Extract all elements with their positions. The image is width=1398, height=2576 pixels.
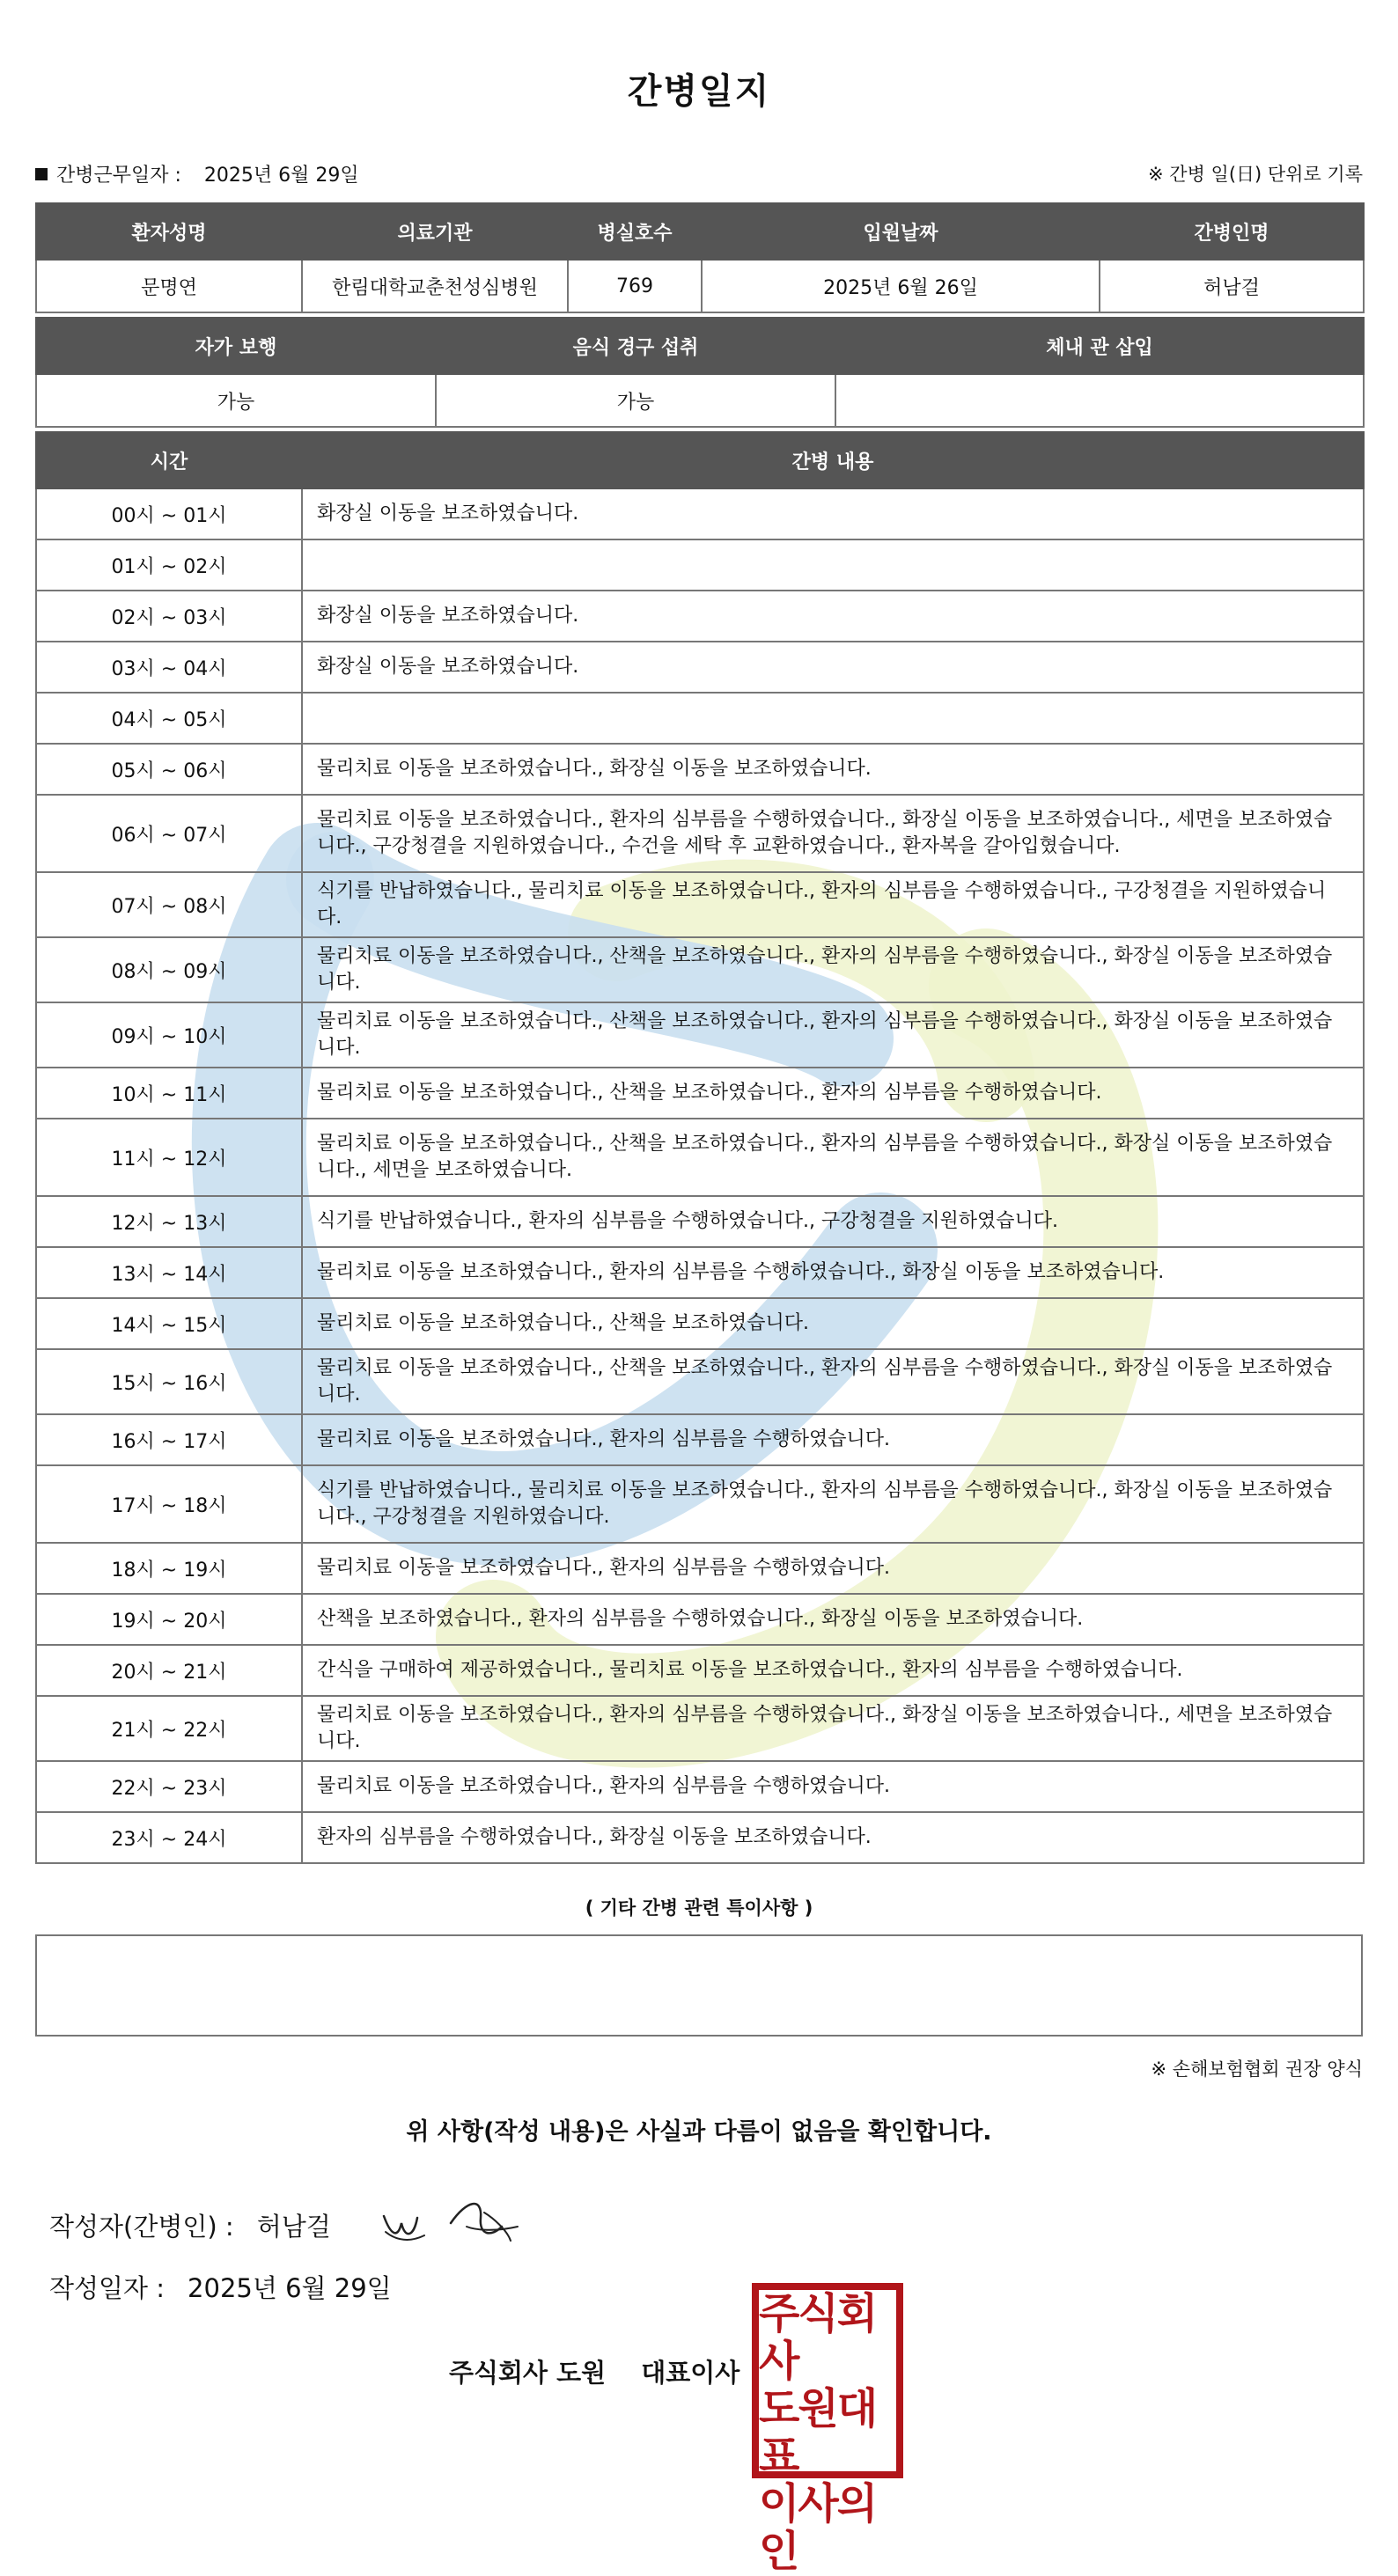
care-content	[302, 693, 1364, 744]
table-row	[36, 872, 1364, 937]
square-bullet-icon	[35, 168, 48, 180]
care-content: 식기를 반납하였습니다., 물리치료 이동을 보조하였습니다., 환자의 심부름을 수행하였습니다., 화장실 이동을 보조하였습니다., 구강청결을 지원하였습니다.	[302, 1465, 1364, 1543]
care-content: 물리치료 이동을 보조하였습니다., 환자의 심부름을 수행하였습니다.	[302, 1543, 1364, 1594]
written-date: 2025년 6월 29일	[188, 2273, 392, 2303]
care-content: 물리치료 이동을 보조하였습니다., 환자의 심부름을 수행하였습니다., 화장실 이동을 보조하였습니다., 세면을 보조하였습니다.	[302, 1696, 1364, 1761]
time-slot: 15시 ~ 16시	[36, 1349, 302, 1414]
time-slot: 16시 ~ 17시	[36, 1414, 302, 1465]
work-date-value: 2025년 6월 29일	[203, 165, 359, 187]
time-slot: 06시 ~ 07시	[36, 795, 302, 872]
table-row	[36, 1761, 1364, 1812]
time-slot: 02시 ~ 03시	[36, 591, 302, 642]
care-content: 물리치료 이동을 보조하였습니다., 산책을 보조하였습니다., 환자의 심부름을 수행하였습니다., 화장실 이동을 보조하였습니다.	[302, 1002, 1364, 1068]
table-row	[36, 1812, 1364, 1863]
care-content: 물리치료 이동을 보조하였습니다., 산책을 보조하였습니다., 환자의 심부름을 수행하였습니다.	[302, 1068, 1364, 1119]
table-row	[36, 488, 1364, 539]
handwritten-signature	[379, 2191, 537, 2253]
patient-info-table	[35, 202, 1365, 313]
care-log-body	[36, 488, 1364, 1863]
table-row	[36, 1349, 1364, 1414]
company-seal-stamp	[752, 2283, 903, 2576]
header-care-content: 간병 내용	[302, 432, 1364, 488]
header-hospital: 의료기관	[302, 203, 568, 260]
time-slot: 09시 ~ 10시	[36, 1002, 302, 1068]
work-date	[35, 160, 359, 187]
confirmation-statement: 위 사항(작성 내용)은 사실과 다름이 없음을 확인합니다.	[406, 2118, 992, 2146]
header-caregiver-name: 간병인명	[1100, 203, 1364, 260]
special-notes-title: ( 기타 간병 관련 특이사항 )	[585, 1897, 813, 1919]
table-row	[36, 1298, 1364, 1349]
time-slot: 19시 ~ 20시	[36, 1594, 302, 1645]
time-slot: 18시 ~ 19시	[36, 1543, 302, 1594]
writer-label: 작성자(간병인) :	[49, 2212, 234, 2242]
care-content: 물리치료 이동을 보조하였습니다., 산책을 보조하였습니다., 환자의 심부름을 수행하였습니다., 화장실 이동을 보조하였습니다.	[302, 937, 1364, 1002]
care-log-table	[35, 431, 1365, 1864]
table-row	[36, 1002, 1364, 1068]
care-content: 물리치료 이동을 보조하였습니다., 환자의 심부름을 수행하였습니다., 화장실 이동을 보조하였습니다.	[302, 1247, 1364, 1298]
care-content: 화장실 이동을 보조하였습니다.	[302, 591, 1364, 642]
table-row	[36, 1543, 1364, 1594]
table-row	[36, 1247, 1364, 1298]
time-slot: 14시 ~ 15시	[36, 1298, 302, 1349]
care-content: 식기를 반납하였습니다., 환자의 심부름을 수행하였습니다., 구강청결을 지원하였습니다.	[302, 1196, 1364, 1247]
header-admission-date: 입원날짜	[702, 203, 1100, 260]
table-row	[36, 1068, 1364, 1119]
time-slot: 05시 ~ 06시	[36, 744, 302, 795]
table-row	[36, 1119, 1364, 1196]
time-slot: 21시 ~ 22시	[36, 1696, 302, 1761]
caregiver-name: 허남걸	[1100, 260, 1364, 312]
table-row	[36, 1645, 1364, 1696]
table-row	[36, 1465, 1364, 1543]
header-room-number: 병실호수	[568, 203, 702, 260]
time-slot: 07시 ~ 08시	[36, 872, 302, 937]
time-slot: 23시 ~ 24시	[36, 1812, 302, 1863]
stamp-line: 도원대표	[759, 2384, 877, 2481]
time-slot: 20시 ~ 21시	[36, 1645, 302, 1696]
admission-date: 2025년 6월 26일	[702, 260, 1100, 312]
form-note: ※ 손해보험협회 권장 양식	[1151, 2059, 1363, 2080]
time-slot: 04시 ~ 05시	[36, 693, 302, 744]
care-content: 물리치료 이동을 보조하였습니다., 환자의 심부름을 수행하였습니다.	[302, 1761, 1364, 1812]
table-row	[36, 1594, 1364, 1645]
time-slot: 22시 ~ 23시	[36, 1761, 302, 1812]
time-slot: 12시 ~ 13시	[36, 1196, 302, 1247]
written-date-row	[49, 2269, 392, 2305]
writer-row	[49, 2207, 331, 2243]
time-slot: 11시 ~ 12시	[36, 1119, 302, 1196]
care-content: 화장실 이동을 보조하였습니다.	[302, 642, 1364, 693]
ceo-title: 대표이사	[641, 2358, 740, 2388]
header-tube-insertion: 체내 관 삽입	[835, 318, 1364, 374]
patient-name: 문명연	[36, 260, 302, 312]
header-patient-name: 환자성명	[36, 203, 302, 260]
time-slot: 13시 ~ 14시	[36, 1247, 302, 1298]
writer-name: 허남걸	[256, 2212, 331, 2242]
meta-row	[35, 160, 1363, 187]
work-date-label: 간병근무일자 :	[56, 165, 181, 187]
care-content: 물리치료 이동을 보조하였습니다., 산책을 보조하였습니다.	[302, 1298, 1364, 1349]
oral-intake-status: 가능	[436, 374, 835, 427]
table-row	[36, 1196, 1364, 1247]
hospital-name: 한림대학교춘천성심병원	[302, 260, 568, 312]
care-content: 물리치료 이동을 보조하였습니다., 산책을 보조하였습니다., 환자의 심부름을 수행하였습니다., 화장실 이동을 보조하였습니다.	[302, 1349, 1364, 1414]
table-row	[36, 795, 1364, 872]
care-content: 간식을 구매하여 제공하였습니다., 물리치료 이동을 보조하였습니다., 환자의 심부름을 수행하였습니다.	[302, 1645, 1364, 1696]
time-slot: 01시 ~ 02시	[36, 539, 302, 591]
special-notes-box	[35, 1934, 1363, 2037]
time-slot: 03시 ~ 04시	[36, 642, 302, 693]
care-content: 물리치료 이동을 보조하였습니다., 환자의 심부름을 수행하였습니다.	[302, 1414, 1364, 1465]
care-content: 화장실 이동을 보조하였습니다.	[302, 488, 1364, 539]
care-content: 환자의 심부름을 수행하였습니다., 화장실 이동을 보조하였습니다.	[302, 1812, 1364, 1863]
stamp-line: 이사의인	[759, 2479, 877, 2576]
room-number: 769	[568, 260, 702, 312]
written-date-label: 작성일자 :	[49, 2273, 166, 2303]
care-content: 식기를 반납하였습니다., 물리치료 이동을 보조하였습니다., 환자의 심부름을 수행하였습니다., 구강청결을 지원하였습니다.	[302, 872, 1364, 937]
tube-insertion-status	[835, 374, 1364, 427]
table-row	[36, 937, 1364, 1002]
care-content	[302, 539, 1364, 591]
company-signature	[449, 2353, 739, 2389]
care-content: 물리치료 이동을 보조하였습니다., 환자의 심부름을 수행하였습니다., 화장실 이동을 보조하였습니다., 세면을 보조하였습니다., 구강청결을 지원하였습니다., 수건을 세탁 후 교환하였습니다., 환자복을 갈아입혔습니다.	[302, 795, 1364, 872]
page-title: 간병일지	[627, 71, 771, 112]
stamp-line: 주식회사	[759, 2289, 877, 2386]
care-content: 물리치료 이동을 보조하였습니다., 산책을 보조하였습니다., 환자의 심부름을 수행하였습니다., 화장실 이동을 보조하였습니다., 세면을 보조하였습니다.	[302, 1119, 1364, 1196]
header-oral-intake: 음식 경구 섭취	[436, 318, 835, 374]
time-slot: 00시 ~ 01시	[36, 488, 302, 539]
table-row	[36, 1414, 1364, 1465]
header-walking: 자가 보행	[36, 318, 436, 374]
time-slot: 08시 ~ 09시	[36, 937, 302, 1002]
table-row	[36, 539, 1364, 591]
patient-status-table	[35, 317, 1365, 428]
company-name: 주식회사 도원	[449, 2358, 607, 2388]
time-slot: 17시 ~ 18시	[36, 1465, 302, 1543]
table-row	[36, 693, 1364, 744]
table-row	[36, 1696, 1364, 1761]
time-slot: 10시 ~ 11시	[36, 1068, 302, 1119]
table-row	[36, 744, 1364, 795]
record-unit-note: ※ 간병 일(日) 단위로 기록	[1148, 164, 1363, 185]
care-content: 물리치료 이동을 보조하였습니다., 화장실 이동을 보조하였습니다.	[302, 744, 1364, 795]
table-row	[36, 591, 1364, 642]
table-row	[36, 642, 1364, 693]
walking-status: 가능	[36, 374, 436, 427]
header-time: 시간	[36, 432, 302, 488]
care-content: 산책을 보조하였습니다., 환자의 심부름을 수행하였습니다., 화장실 이동을 보조하였습니다.	[302, 1594, 1364, 1645]
